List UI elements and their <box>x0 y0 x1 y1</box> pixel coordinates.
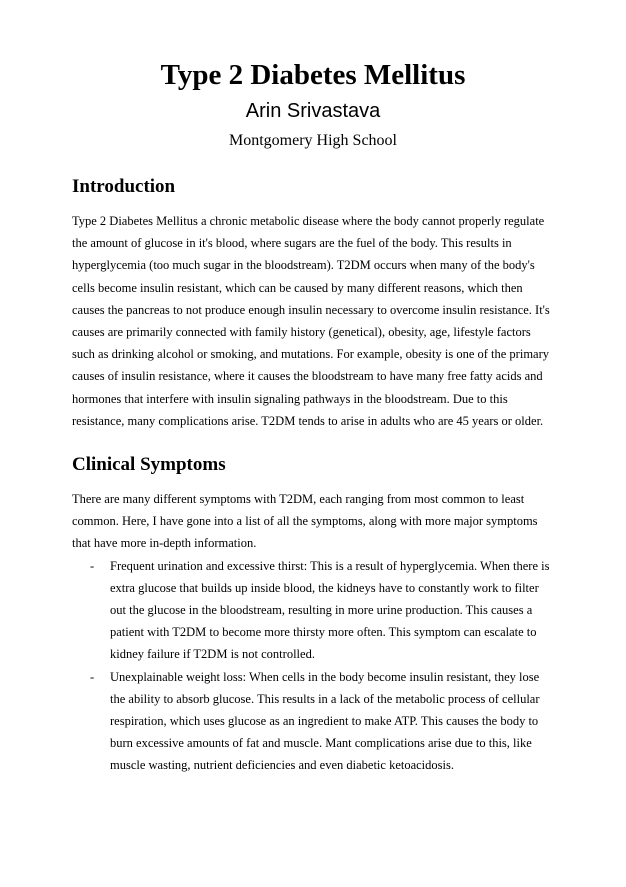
document-title: Type 2 Diabetes Mellitus <box>160 59 466 91</box>
clinical-symptoms-paragraph: There are many different symptoms with T2DM, each ranging from most common to least common. Here, I have gone into a list of all the symptoms, along with more major symptoms that have more in-depth information. <box>72 492 538 551</box>
list-item-text: Frequent urination and excessive thirst: This is a result of hyperglycemia. When there is extra glucose that builds up inside blood, the kidneys have to constantly work to filter out the glucose in the bloodstream, resulting in more urine production. This causes a patient with T2DM to become more thirsty more often. This symptom can escalate to kidney failure if T2DM is not controlled. <box>110 558 550 662</box>
symptom-list <box>72 555 554 777</box>
introduction-paragraph: Type 2 Diabetes Mellitus a chronic metabolic disease where the body cannot properly regulate the amount of glucose in it's blood, where sugars are the fuel of the body. This results in hyperglycemia (too much sugar in the bloodstream). T2DM occurs when many of the body's cells become insulin resistant, which can be caused by many different reasons, which then causes the pancreas to not produce enough insulin necessary to overcome insulin resistance. It's causes are primarily connected with family history (genetical), obesity, age, lifestyle factors such as drinking alcohol or smoking, and mutations. For example, obesity is one of the primary causes of insulin resistance, where it causes the bloodstream to have many free fatty acids and hormones that interfere with insulin signaling pathways in the bloodstream. Due to this resistance, many complications arise. T2DM tends to arise in adults who are 45 years or older. <box>72 214 550 428</box>
bullet-dash: - <box>90 669 95 684</box>
section-heading-introduction: Introduction <box>72 176 176 197</box>
bullet-dash: - <box>90 558 95 573</box>
section-heading-clinical-symptoms: Clinical Symptoms <box>72 454 226 476</box>
author-name: Arin Srivastava <box>245 100 381 122</box>
list-item <box>72 666 554 777</box>
school-name: Montgomery High School <box>229 132 397 149</box>
list-item <box>72 555 554 666</box>
list-item-text: Unexplainable weight loss: When cells in the body become insulin resistant, they lose the ability to absorb glucose. This results in a lack of the metabolic process of cellular respiration, which uses glucose as an ingredient to make ATP. This causes the body to burn excessive amounts of fat and muscle. Mant complications arise due to this, like muscle wasting, nutrient deficiencies and even diabetic ketoacidosis. <box>110 669 540 773</box>
